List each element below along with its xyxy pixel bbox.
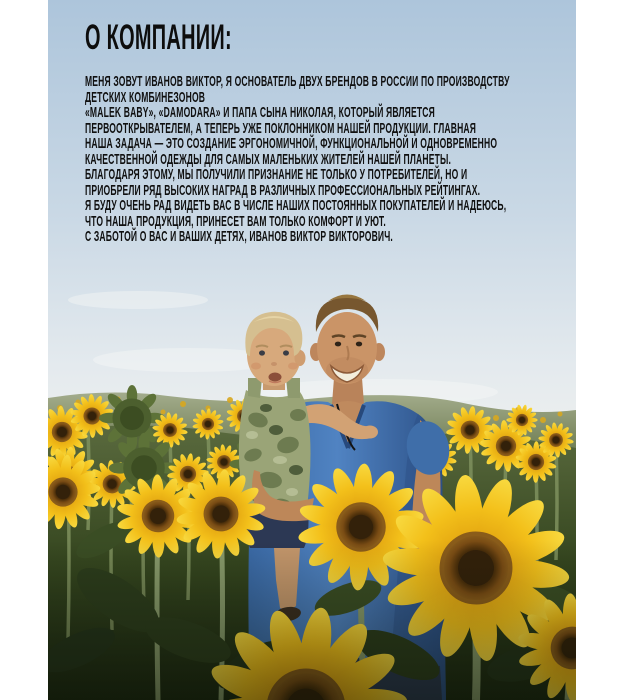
about-text-line: БЛАГОДАРЯ ЭТОМУ, МЫ ПОЛУЧИЛИ ПРИЗНАНИЕ НЕ ТОЛЬКО У ПОТРЕБИТЕЛЕЙ, НО И	[85, 166, 468, 183]
about-text-line: МЕНЯ ЗОВУТ ИВАНОВ ВИКТОР, Я ОСНОВАТЕЛЬ ДВУХ БРЕНДОВ В РОССИИ ПО ПРОИЗВОДСТВУ	[85, 73, 510, 90]
bottom-shadow	[48, 540, 576, 700]
about-text-line: ЧТО НАША ПРОДУКЦИЯ, ПРИНЕСЕТ ВАМ ТОЛЬКО КОМФОРТ И УЮТ.	[85, 212, 386, 230]
about-text-line: ПЕРВООТКРЫВАТЕЛЕМ, А ТЕПЕРЬ УЖЕ ПОКЛОННИКОМ НАШЕЙ ПРОДУКЦИИ. ГЛАВНАЯ	[85, 119, 477, 137]
about-text-line: «MALEK BABY», «DAMODARA» И ПАПА СЫНА НИКОЛАЯ, КОТОРЫЙ ЯВЛЯЕТСЯ	[85, 104, 435, 121]
page-title: О КОМПАНИИ:	[85, 18, 232, 57]
about-text-line: ДЕТСКИХ КОМБИНЕЗОНОВ	[85, 88, 206, 106]
sunflower-field-photo	[48, 0, 576, 700]
about-text-line: КАЧЕСТВЕННОЙ ОДЕЖДЫ ДЛЯ САМЫХ МАЛЕНЬКИХ ЖИТЕЛЕЙ НАШЕЙ ПЛАНЕТЫ.	[85, 150, 452, 168]
about-text-line: Я БУДУ ОЧЕНЬ РАД ВИДЕТЬ ВАС В ЧИСЛЕ НАШИХ ПОСТОЯННЫХ ПОКУПАТЕЛЕЙ И НАДЕЮСЬ,	[85, 197, 507, 214]
about-text-line: ПРИОБРЕЛИ РЯД ВЫСОКИХ НАГРАД В РАЗЛИЧНЫХ ПРОФЕССИОНАЛЬНЫХ РЕЙТИНГАХ.	[85, 181, 481, 199]
company-photo	[48, 0, 576, 700]
about-text-line: С ЗАБОТОЙ О ВАС И ВАШИХ ДЕТЯХ, ИВАНОВ ВИКТОР ВИКТОРОВИЧ.	[85, 228, 393, 245]
about-text-line: НАША ЗАДАЧА — ЭТО СОЗДАНИЕ ЭРГОНОМИЧНОЙ, ФУНКЦИОНАЛЬНОЙ И ОДНОВРЕМЕННО	[85, 135, 498, 152]
